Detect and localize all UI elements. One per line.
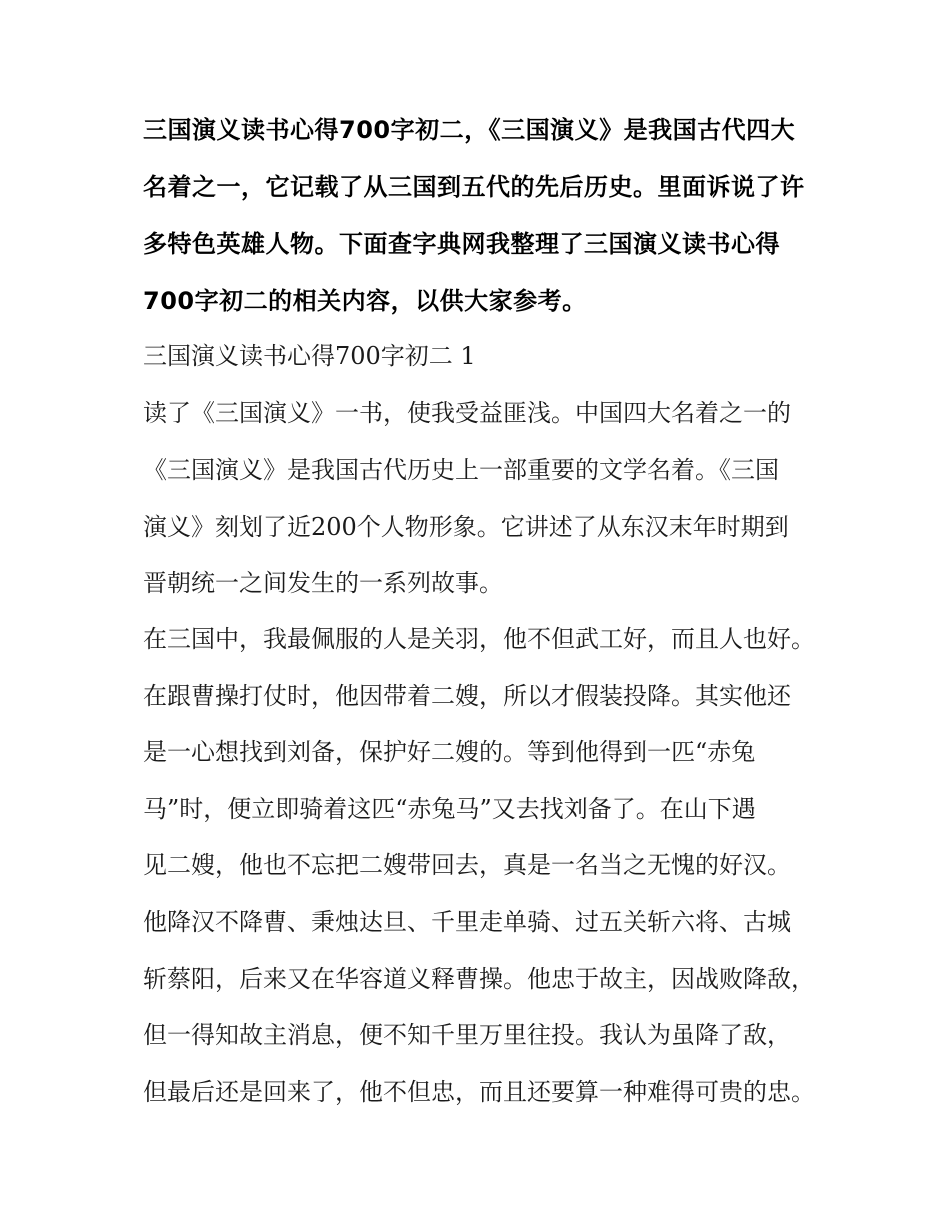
paragraph-line: 见二嫂，他也不忘把二嫂带回去，真是一名当之无愧的好汉。 bbox=[143, 851, 791, 879]
paragraph-line: 但一得知故主消息，便不知千里万里往投。我认为虽降了敌， bbox=[143, 1021, 791, 1049]
paragraph-line: 但最后还是回来了，他不但忠，而且还要算一种难得可贵的忠。 bbox=[143, 1078, 815, 1106]
paragraph-line: 晋朝统一之间发生的一系列故事。 bbox=[143, 569, 503, 597]
paragraph-line: 在三国中，我最佩服的人是关羽，他不但武工好，而且人也好。 bbox=[143, 625, 815, 653]
section-heading: 三国演义读书心得700字初二 1 bbox=[143, 342, 476, 370]
paragraph-line: 他降汉不降曹、秉烛达旦、千里走单骑、过五关斩六将、古城 bbox=[143, 908, 791, 936]
intro-line: 三国演义读书心得700字初二，《三国演义》是我国古代四大 bbox=[143, 116, 796, 144]
paragraph-line: 斩蔡阳，后来又在华容道义释曹操。他忠于故主，因战败降敌， bbox=[143, 965, 815, 993]
paragraph-line: 马”时，便立即骑着这匹“赤兔马”又去找刘备了。在山下遇 bbox=[143, 795, 756, 823]
paragraph-line: 读了《三国演义》一书，使我受益匪浅。中国四大名着之一的 bbox=[143, 399, 791, 427]
intro-line: 多特色英雄人物。下面查字典网我整理了三国演义读书心得 bbox=[143, 230, 780, 258]
paragraph-line: 在跟曹操打仗时，他因带着二嫂，所以才假装投降。其实他还 bbox=[143, 682, 791, 710]
intro-line: 700字初二的相关内容，以供大家参考。 bbox=[143, 287, 587, 315]
paragraph-line: 演义》刻划了近200个人物形象。它讲述了从东汉末年时期到 bbox=[143, 513, 789, 541]
intro-line: 名着之一，它记载了从三国到五代的先后历史。里面诉说了许 bbox=[143, 173, 805, 201]
paragraph-line: 《三国演义》是我国古代历史上一部重要的文学名着。《三国 bbox=[143, 456, 779, 484]
paragraph-line: 是一心想找到刘备，保护好二嫂的。等到他得到一匹“赤兔 bbox=[143, 738, 756, 766]
